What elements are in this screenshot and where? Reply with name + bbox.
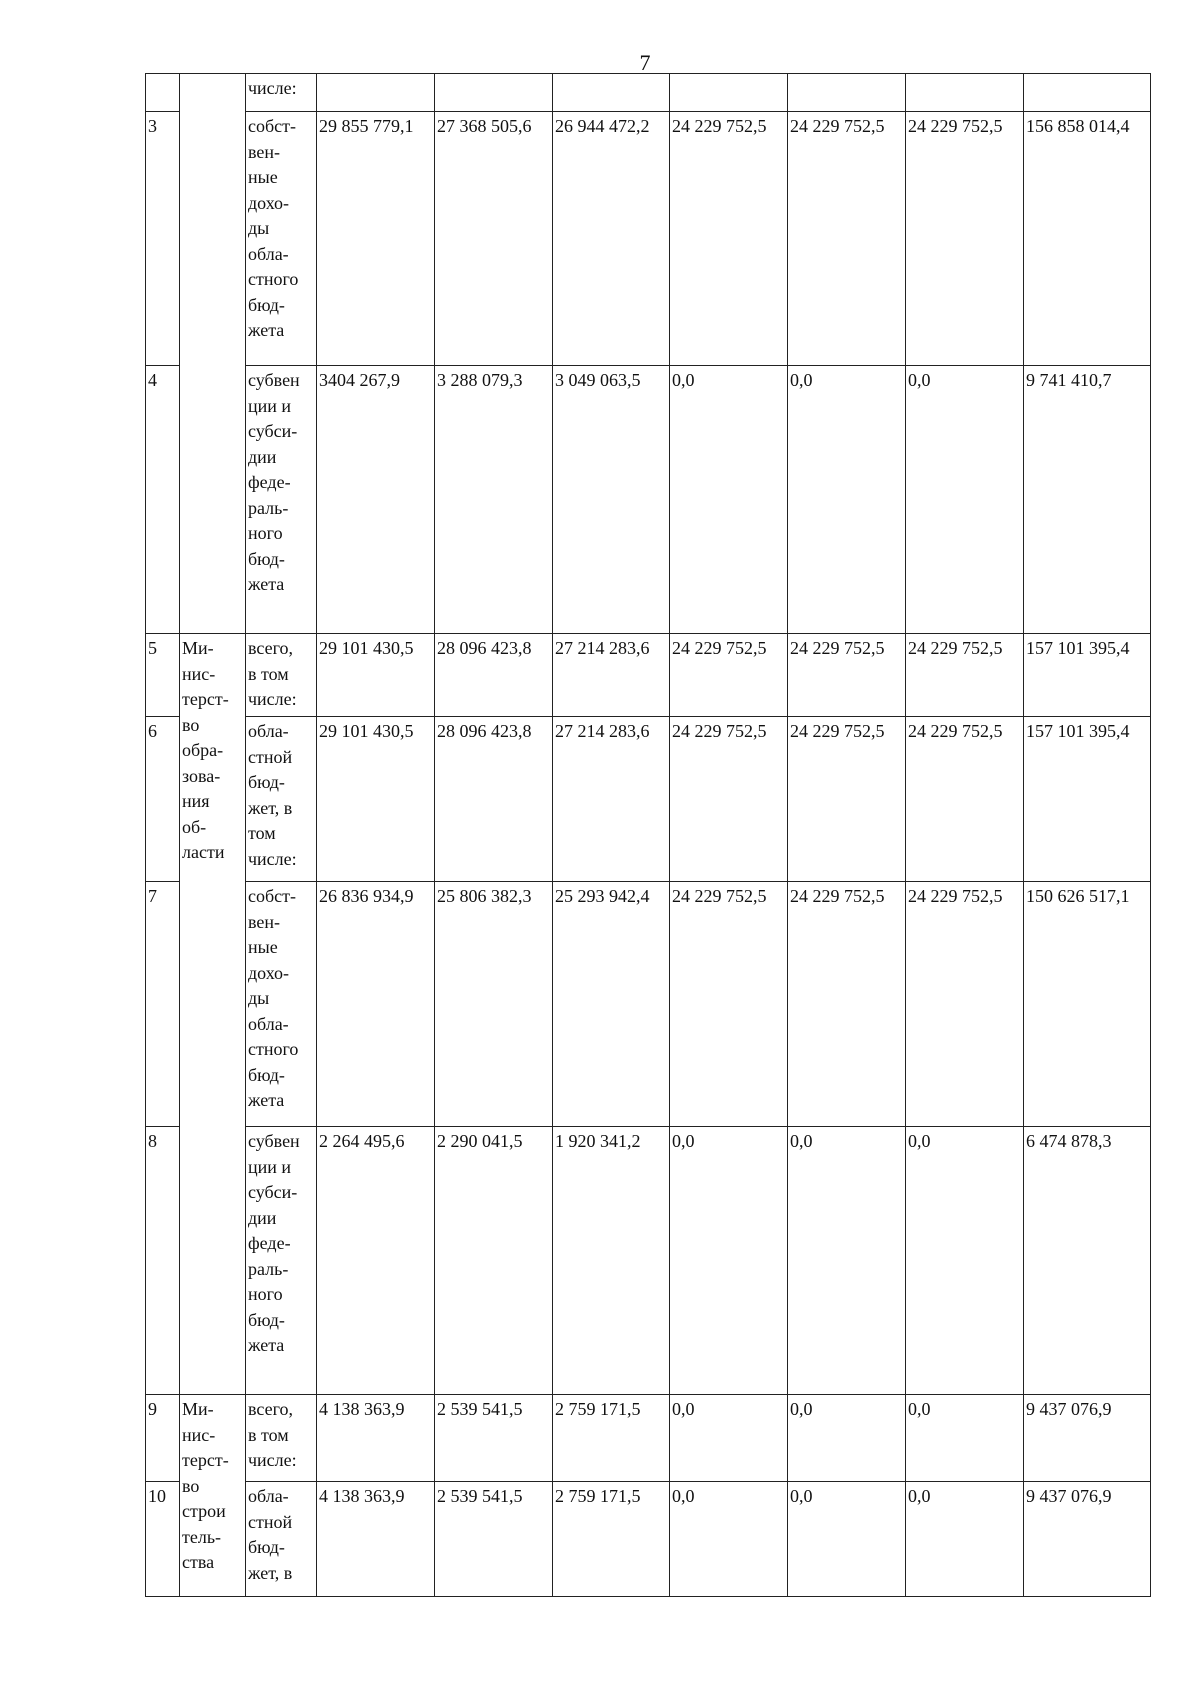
year-value-cell: 24 229 752,5 bbox=[670, 112, 788, 366]
budget-table bbox=[145, 73, 1151, 1597]
year-value-cell bbox=[906, 74, 1024, 112]
year-value-cell: 0,0 bbox=[906, 1395, 1024, 1482]
year-value-cell: 29 101 430,5 bbox=[317, 717, 435, 882]
row-number-cell: 10 bbox=[146, 1482, 180, 1597]
table-row bbox=[146, 1395, 1151, 1482]
year-value-cell: 25 806 382,3 bbox=[435, 882, 553, 1127]
year-value-cell: 0,0 bbox=[906, 1127, 1024, 1395]
row-number-cell: 3 bbox=[146, 112, 180, 366]
year-value-cell: 26 836 934,9 bbox=[317, 882, 435, 1127]
year-value-cell: 24 229 752,5 bbox=[906, 717, 1024, 882]
row-number-cell bbox=[146, 74, 180, 112]
table-row bbox=[146, 717, 1151, 882]
year-value-cell: 2 759 171,5 bbox=[553, 1482, 670, 1597]
total-value-cell bbox=[1024, 74, 1151, 112]
year-value-cell: 24 229 752,5 bbox=[670, 717, 788, 882]
budget-source-cell: обла- стной бюд- жет, в том числе: bbox=[246, 717, 317, 882]
year-value-cell: 24 229 752,5 bbox=[788, 717, 906, 882]
year-value-cell: 0,0 bbox=[906, 1482, 1024, 1597]
year-value-cell: 0,0 bbox=[670, 366, 788, 634]
year-value-cell: 27 214 283,6 bbox=[553, 634, 670, 717]
year-value-cell bbox=[553, 74, 670, 112]
year-value-cell: 3404 267,9 bbox=[317, 366, 435, 634]
year-value-cell: 0,0 bbox=[788, 1395, 906, 1482]
year-value-cell: 24 229 752,5 bbox=[906, 882, 1024, 1127]
year-value-cell: 1 920 341,2 bbox=[553, 1127, 670, 1395]
table-row bbox=[146, 634, 1151, 717]
year-value-cell: 3 049 063,5 bbox=[553, 366, 670, 634]
year-value-cell: 0,0 bbox=[670, 1395, 788, 1482]
total-value-cell: 157 101 395,4 bbox=[1024, 717, 1151, 882]
budget-source-cell: субвен ции и субси- дии феде- раль- ного бюд- жета bbox=[246, 366, 317, 634]
year-value-cell bbox=[788, 74, 906, 112]
year-value-cell: 24 229 752,5 bbox=[788, 112, 906, 366]
year-value-cell: 4 138 363,9 bbox=[317, 1395, 435, 1482]
table-row bbox=[146, 366, 1151, 634]
year-value-cell: 2 264 495,6 bbox=[317, 1127, 435, 1395]
year-value-cell: 27 214 283,6 bbox=[553, 717, 670, 882]
year-value-cell: 0,0 bbox=[670, 1127, 788, 1395]
total-value-cell: 9 437 076,9 bbox=[1024, 1395, 1151, 1482]
budget-source-cell: всего, в том числе: bbox=[246, 1395, 317, 1482]
year-value-cell bbox=[670, 74, 788, 112]
year-value-cell: 27 368 505,6 bbox=[435, 112, 553, 366]
page-number: 7 bbox=[639, 50, 651, 75]
total-value-cell: 157 101 395,4 bbox=[1024, 634, 1151, 717]
year-value-cell: 3 288 079,3 bbox=[435, 366, 553, 634]
total-value-cell: 9 741 410,7 bbox=[1024, 366, 1151, 634]
year-value-cell bbox=[435, 74, 553, 112]
row-number-cell: 4 bbox=[146, 366, 180, 634]
row-number-cell: 8 bbox=[146, 1127, 180, 1395]
year-value-cell: 24 229 752,5 bbox=[906, 112, 1024, 366]
budget-source-cell: собст- вен- ные дохо- ды обла- стного бюд- жета bbox=[246, 112, 317, 366]
year-value-cell: 4 138 363,9 bbox=[317, 1482, 435, 1597]
year-value-cell: 0,0 bbox=[670, 1482, 788, 1597]
budget-source-cell: субвен ции и субси- дии феде- раль- ного бюд- жета bbox=[246, 1127, 317, 1395]
row-number-cell: 7 bbox=[146, 882, 180, 1127]
year-value-cell: 0,0 bbox=[788, 366, 906, 634]
year-value-cell: 0,0 bbox=[788, 1482, 906, 1597]
budget-source-cell: числе: bbox=[246, 74, 317, 112]
row-number-cell: 5 bbox=[146, 634, 180, 717]
row-number-cell: 9 bbox=[146, 1395, 180, 1482]
year-value-cell: 0,0 bbox=[788, 1127, 906, 1395]
table-row bbox=[146, 1482, 1151, 1597]
year-value-cell: 24 229 752,5 bbox=[670, 882, 788, 1127]
table-row bbox=[146, 112, 1151, 366]
table-row bbox=[146, 882, 1151, 1127]
total-value-cell: 150 626 517,1 bbox=[1024, 882, 1151, 1127]
year-value-cell: 28 096 423,8 bbox=[435, 634, 553, 717]
budget-source-cell: обла- стной бюд- жет, в bbox=[246, 1482, 317, 1597]
budget-source-cell: всего, в том числе: bbox=[246, 634, 317, 717]
budget-source-cell: собст- вен- ные дохо- ды обла- стного бюд- жета bbox=[246, 882, 317, 1127]
table-body bbox=[146, 74, 1151, 1597]
year-value-cell: 0,0 bbox=[906, 366, 1024, 634]
year-value-cell: 25 293 942,4 bbox=[553, 882, 670, 1127]
year-value-cell: 24 229 752,5 bbox=[906, 634, 1024, 717]
year-value-cell: 28 096 423,8 bbox=[435, 717, 553, 882]
year-value-cell: 29 101 430,5 bbox=[317, 634, 435, 717]
ministry-cell bbox=[180, 74, 246, 634]
year-value-cell: 2 539 541,5 bbox=[435, 1482, 553, 1597]
total-value-cell: 9 437 076,9 bbox=[1024, 1482, 1151, 1597]
table-row bbox=[146, 74, 1151, 112]
year-value-cell: 24 229 752,5 bbox=[788, 634, 906, 717]
year-value-cell: 29 855 779,1 bbox=[317, 112, 435, 366]
table-row bbox=[146, 1127, 1151, 1395]
ministry-cell: Ми- нис- терст- во строи тель- ства bbox=[180, 1395, 246, 1597]
total-value-cell: 6 474 878,3 bbox=[1024, 1127, 1151, 1395]
year-value-cell: 2 759 171,5 bbox=[553, 1395, 670, 1482]
ministry-cell: Ми- нис- терст- во обра- зова- ния об- ласти bbox=[180, 634, 246, 1395]
year-value-cell: 2 290 041,5 bbox=[435, 1127, 553, 1395]
year-value-cell: 24 229 752,5 bbox=[788, 882, 906, 1127]
year-value-cell: 26 944 472,2 bbox=[553, 112, 670, 366]
year-value-cell: 24 229 752,5 bbox=[670, 634, 788, 717]
row-number-cell: 6 bbox=[146, 717, 180, 882]
year-value-cell bbox=[317, 74, 435, 112]
year-value-cell: 2 539 541,5 bbox=[435, 1395, 553, 1482]
total-value-cell: 156 858 014,4 bbox=[1024, 112, 1151, 366]
